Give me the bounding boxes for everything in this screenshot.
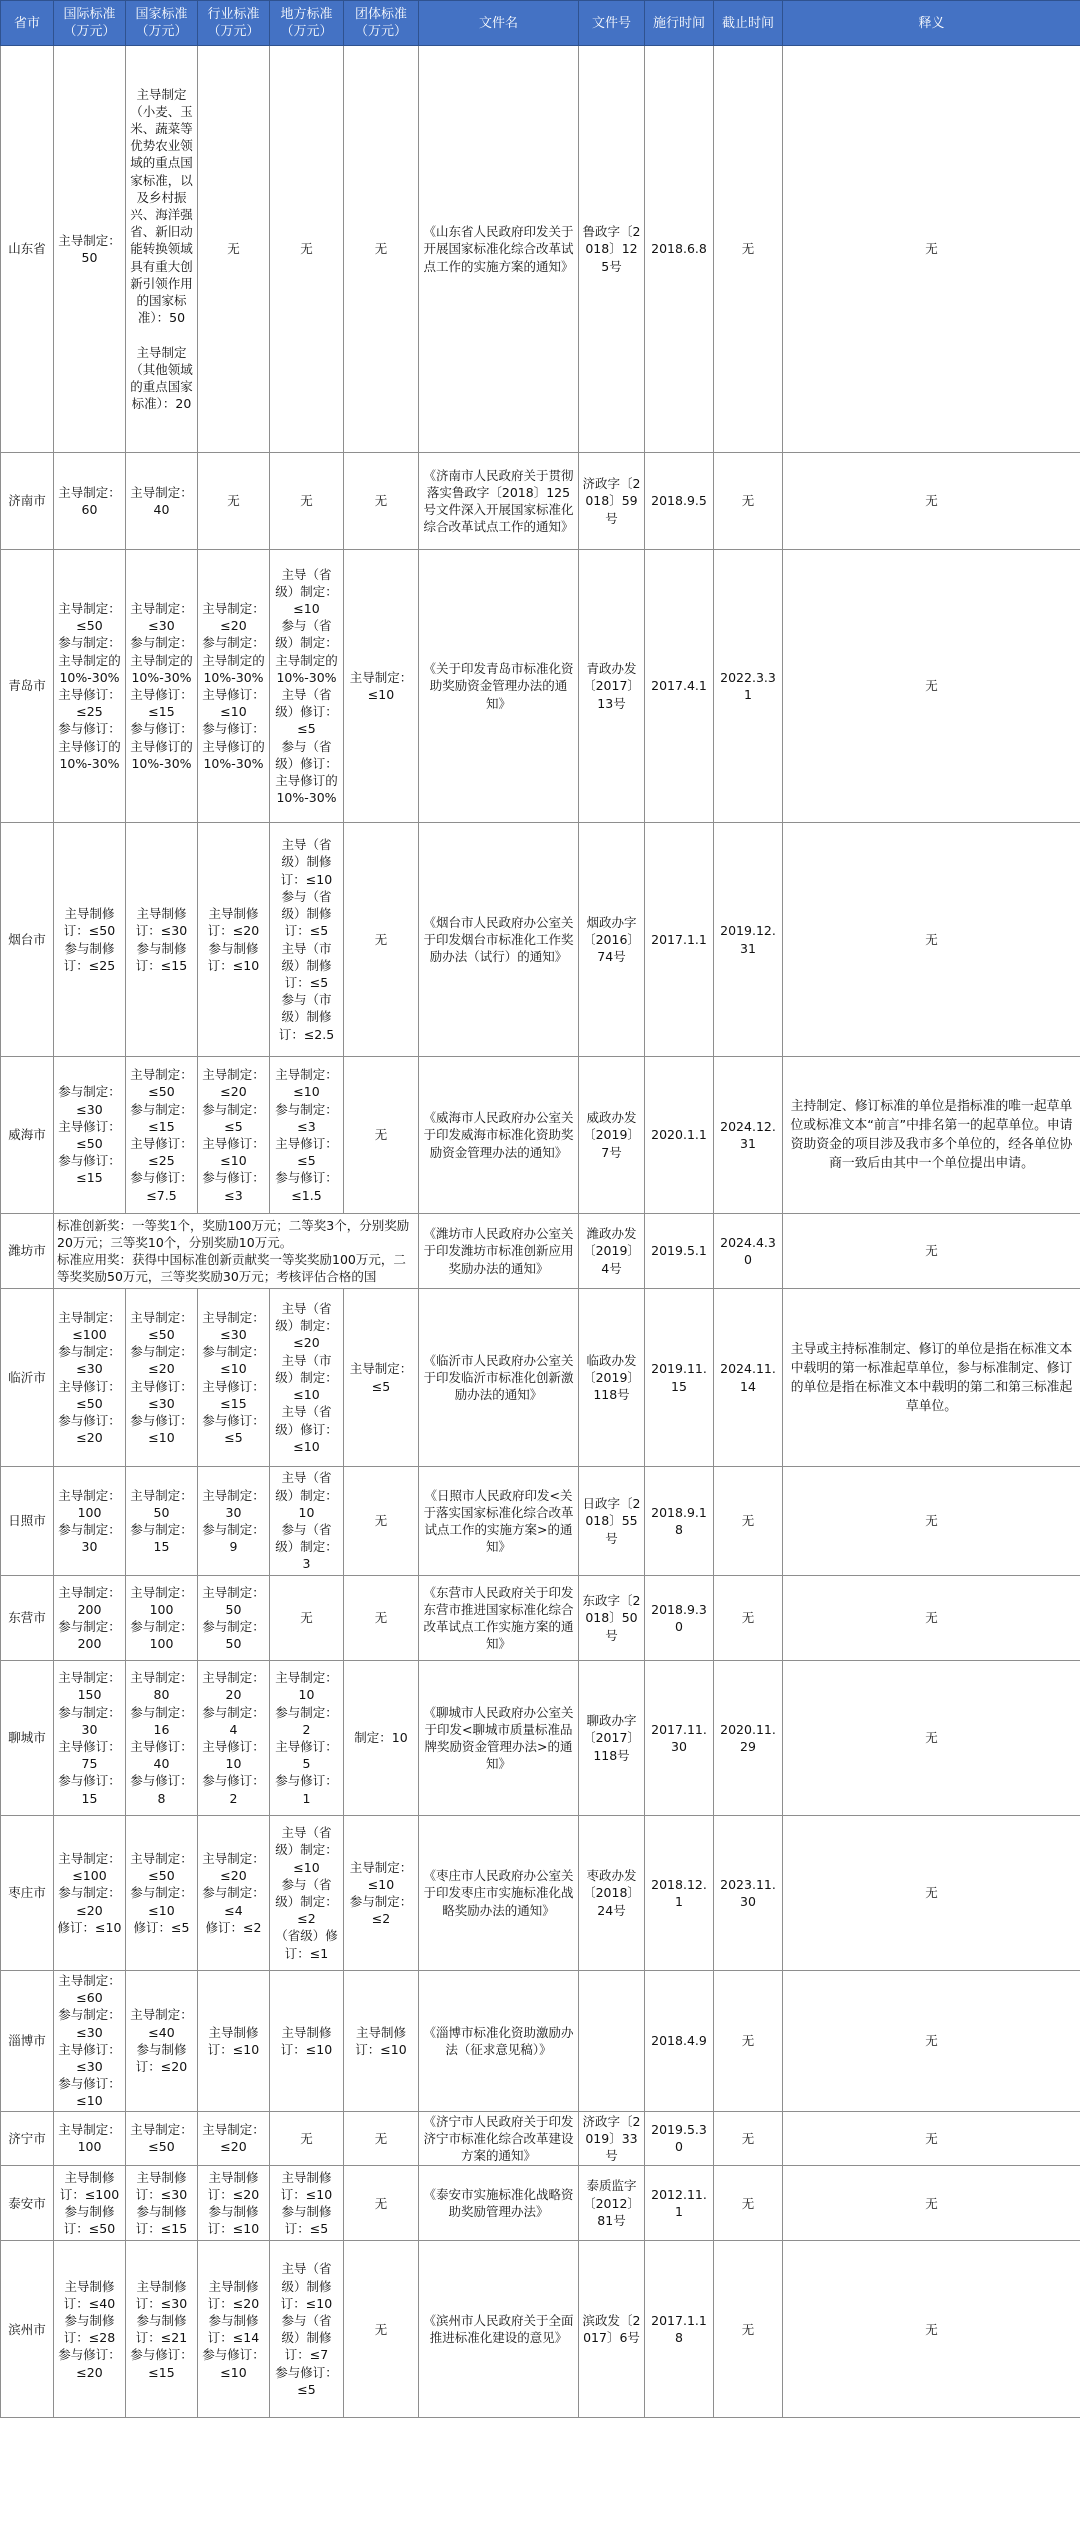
start-date-cell: 2018.4.9 [645,1971,714,2112]
notes-cell: 主持制定、修订标准的单位是指标准的唯一起草单位或标准文本“前言”中排名第一的起草单位。申请资助资金的项目涉及我市多个单位的，经各单位协商一致后由其中一个单位提出申请。 [783,1057,1080,1214]
doc-no-cell: 威政办发〔2019〕7号 [579,1057,645,1214]
doc-no-cell [579,1971,645,2112]
doc-name-cell: 《潍坊市人民政府办公室关于印发潍坊市标准创新应用奖励办法的通知》 [419,1214,579,1289]
international-cell: 主导制定：50 [54,46,126,453]
doc-name-cell: 《淄博市标准化资助激励办法（征求意见稿）》 [419,1971,579,2112]
table-row [1,1971,1080,2112]
city-cell: 枣庄市 [1,1816,54,1971]
city-cell: 潍坊市 [1,1214,54,1289]
start-date-cell: 2018.9.5 [645,453,714,550]
notes-cell: 无 [783,2241,1080,2418]
header-notes: 释义 [783,1,1080,46]
start-date-cell: 2019.5.30 [645,2111,714,2166]
local-cell: 无 [270,1576,344,1661]
industry-cell: 主导制定：≤20 参与制定：主导制定的10%-30% 主导修订：≤10 参与修订：主导修订的10%-30% [198,550,270,823]
doc-name-cell: 《泰安市实施标准化战略资助奖励管理办法》 [419,2166,579,2241]
local-cell: 主导制定：10 参与制定：2 主导修订：5 参与修订：1 [270,1661,344,1816]
city-cell: 聊城市 [1,1661,54,1816]
international-cell: 主导制定：≤100 参与制定：≤30 主导修订：≤50 参与修订：≤20 [54,1289,126,1467]
national-cell: 主导制定：100 参与制定：100 [126,1576,198,1661]
start-date-cell: 2017.1.18 [645,2241,714,2418]
table-row [1,46,1080,453]
group-cell: 无 [344,2241,419,2418]
group-cell: 无 [344,46,419,453]
national-cell: 主导制定：80 参与制定：16 主导修订：40 参与修订：8 [126,1661,198,1816]
international-cell: 主导制修订：≤40 参与制修订：≤28 参与修订：≤20 [54,2241,126,2418]
international-cell: 主导制定：≤50 参与制定：主导制定的10%-30% 主导修订：≤25 参与修订：主导修订的10%-30% [54,550,126,823]
end-date-cell: 2019.12.31 [714,823,783,1057]
city-cell: 烟台市 [1,823,54,1057]
industry-cell: 主导制定：≤20 参与制定：≤5 主导修订：≤10 参与修订：≤3 [198,1057,270,1214]
international-cell: 主导制修订：≤100 参与制修订：≤50 [54,2166,126,2241]
national-cell: 主导制修订：≤30 参与制修订：≤15 [126,2166,198,2241]
notes-cell: 无 [783,823,1080,1057]
notes-cell: 主导或主持标准制定、修订的单位是指在标准文本中载明的第一标准起草单位，参与标准制定、修订的单位是指在标准文本中载明的第二和第三标准起草单位。 [783,1289,1080,1467]
table-row [1,2166,1080,2241]
group-cell: 无 [344,2111,419,2166]
national-cell: 主导制定：≤40 参与制修订：≤20 [126,1971,198,2112]
table-row [1,2111,1080,2166]
doc-name-cell: 《枣庄市人民政府办公室关于印发枣庄市实施标准化战略奖励办法的通知》 [419,1816,579,1971]
industry-cell: 无 [198,46,270,453]
end-date-cell: 无 [714,2111,783,2166]
table-row [1,2241,1080,2418]
national-cell: 主导制定：50 参与制定：15 [126,1467,198,1576]
header-doc-no: 文件号 [579,1,645,46]
industry-cell: 主导制修订：≤20 参与制修订：≤10 [198,823,270,1057]
header-doc-name: 文件名 [419,1,579,46]
doc-name-cell: 《聊城市人民政府办公室关于印发<聊城市质量标准品牌奖励资金管理办法>的通知》 [419,1661,579,1816]
doc-name-cell: 《临沂市人民政府办公室关于印发临沂市标准化创新激励办法的通知》 [419,1289,579,1467]
city-cell: 青岛市 [1,550,54,823]
local-cell: 主导制定：≤10 参与制定：≤3 主导修订：≤5 参与修订：≤1.5 [270,1057,344,1214]
header-local: 地方标准（万元） [270,1,344,46]
doc-no-cell: 济政字〔2019〕33号 [579,2111,645,2166]
group-cell: 主导制定：≤5 [344,1289,419,1467]
notes-cell: 无 [783,1214,1080,1289]
national-cell: 主导制定：40 [126,453,198,550]
industry-cell: 主导制定：30 参与制定：9 [198,1467,270,1576]
international-cell: 主导制定：100 [54,2111,126,2166]
table-row [1,550,1080,823]
doc-name-cell: 《烟台市人民政府办公室关于印发烟台市标准化工作奖励办法（试行）的通知》 [419,823,579,1057]
city-cell: 济南市 [1,453,54,550]
industry-cell: 主导制修订：≤20 参与制修订：≤14 参与修订：≤10 [198,2241,270,2418]
table-body [1,46,1080,2418]
group-cell: 主导制定：≤10 参与制定：≤2 [344,1816,419,1971]
industry-cell: 主导制定：20 参与制定：4 主导修订：10 参与修订：2 [198,1661,270,1816]
end-date-cell: 无 [714,1971,783,2112]
end-date-cell: 无 [714,46,783,453]
national-cell: 主导制修订：≤30 参与制修订：≤15 [126,823,198,1057]
national-cell: 主导制定：≤50 参与制定：≤20 主导修订：≤30 参与修订：≤10 [126,1289,198,1467]
award-description-cell: 标准创新奖：一等奖1个，奖励100万元；二等奖3个，分别奖励20万元；三等奖10个，分别奖励10万元。 标准应用奖：获得中国标准创新贡献奖一等奖奖励100万元，二等奖奖励50万元，三等奖奖励30万元；考核评估合格的国 [54,1214,419,1289]
doc-name-cell: 《滨州市人民政府关于全面推进标准化建设的意见》 [419,2241,579,2418]
notes-cell: 无 [783,1467,1080,1576]
national-cell: 主导制定：≤50 [126,2111,198,2166]
doc-no-cell: 鲁政字〔2018〕125号 [579,46,645,453]
notes-cell: 无 [783,2111,1080,2166]
international-cell: 主导制修订：≤50 参与制修订：≤25 [54,823,126,1057]
table-row [1,1289,1080,1467]
table-row [1,1661,1080,1816]
header-national: 国家标准（万元） [126,1,198,46]
end-date-cell: 2024.11.14 [714,1289,783,1467]
group-cell: 制定：10 [344,1661,419,1816]
group-cell: 无 [344,823,419,1057]
local-cell: 无 [270,2111,344,2166]
start-date-cell: 2018.6.8 [645,46,714,453]
table-header [1,1,1080,46]
local-cell: 主导（省级）制定：≤10 参与（省级）制定：≤2 （省级）修订：≤1 [270,1816,344,1971]
header-province-city: 省市 [1,1,54,46]
international-cell: 主导制定：150 参与制定：30 主导修订：75 参与修订：15 [54,1661,126,1816]
doc-name-cell: 《东营市人民政府关于印发东营市推进国家标准化综合改革试点工作实施方案的通知》 [419,1576,579,1661]
local-cell: 主导（省级）制修订：≤10 参与（省级）制修订：≤5 主导（市级）制修订：≤5 参与（市级）制修订：≤2.5 [270,823,344,1057]
table-row [1,1467,1080,1576]
doc-no-cell: 枣政办发〔2018〕24号 [579,1816,645,1971]
start-date-cell: 2019.5.1 [645,1214,714,1289]
industry-cell: 主导制修订：≤20 参与制修订：≤10 [198,2166,270,2241]
header-row [1,1,1080,46]
start-date-cell: 2018.12.1 [645,1816,714,1971]
industry-cell: 无 [198,453,270,550]
end-date-cell: 无 [714,1576,783,1661]
local-cell: 主导（省级）制定：10 参与（省级）制定：3 [270,1467,344,1576]
start-date-cell: 2017.4.1 [645,550,714,823]
end-date-cell: 2023.11.30 [714,1816,783,1971]
doc-name-cell: 《日照市人民政府印发<关于落实国家标准化综合改革试点工作的实施方案>的通知》 [419,1467,579,1576]
doc-name-cell: 《威海市人民政府办公室关于印发威海市标准化资助奖励资金管理办法的通知》 [419,1057,579,1214]
doc-no-cell: 济政字〔2018〕59号 [579,453,645,550]
doc-no-cell: 聊政办字〔2017〕118号 [579,1661,645,1816]
doc-name-cell: 《济宁市人民政府关于印发济宁市标准化综合改革建设方案的通知》 [419,2111,579,2166]
notes-cell: 无 [783,46,1080,453]
industry-cell: 主导制定：≤20 参与制定：≤4 修订：≤2 [198,1816,270,1971]
industry-cell: 主导制定：50 参与制定：50 [198,1576,270,1661]
end-date-cell: 2022.3.31 [714,550,783,823]
header-international: 国际标准（万元） [54,1,126,46]
start-date-cell: 2012.11.1 [645,2166,714,2241]
table-row [1,1214,1080,1289]
doc-name-cell: 《关于印发青岛市标准化资助奖励资金管理办法的通知》 [419,550,579,823]
notes-cell: 无 [783,1661,1080,1816]
local-cell: 无 [270,46,344,453]
doc-no-cell: 青政办发〔2017〕13号 [579,550,645,823]
local-cell: 主导制修订：≤10 参与制修订：≤5 [270,2166,344,2241]
notes-cell: 无 [783,453,1080,550]
doc-name-cell: 《济南市人民政府关于贯彻落实鲁政字〔2018〕125号文件深入开展国家标准化综合改革试点工作的通知》 [419,453,579,550]
end-date-cell: 无 [714,2241,783,2418]
group-cell: 无 [344,1576,419,1661]
notes-cell: 无 [783,1816,1080,1971]
header-group: 团体标准（万元） [344,1,419,46]
start-date-cell: 2019.11.15 [645,1289,714,1467]
city-cell: 淄博市 [1,1971,54,2112]
doc-no-cell: 滨政发〔2017〕6号 [579,2241,645,2418]
start-date-cell: 2017.1.1 [645,823,714,1057]
national-cell: 主导制修订：≤30 参与制修订：≤21 参与修订：≤15 [126,2241,198,2418]
group-cell: 无 [344,1467,419,1576]
end-date-cell: 2024.4.30 [714,1214,783,1289]
doc-no-cell: 泰质监字〔2012〕81号 [579,2166,645,2241]
national-cell: 主导制定：≤50 参与制定：≤10 修订：≤5 [126,1816,198,1971]
table-row [1,1576,1080,1661]
city-cell: 泰安市 [1,2166,54,2241]
doc-no-cell: 临政办发〔2019〕118号 [579,1289,645,1467]
table-row [1,823,1080,1057]
doc-no-cell: 潍政办发〔2019〕4号 [579,1214,645,1289]
notes-cell: 无 [783,2166,1080,2241]
end-date-cell: 无 [714,453,783,550]
table-row [1,1057,1080,1214]
start-date-cell: 2017.11.30 [645,1661,714,1816]
group-cell: 无 [344,453,419,550]
city-cell: 济宁市 [1,2111,54,2166]
start-date-cell: 2018.9.18 [645,1467,714,1576]
doc-no-cell: 烟政办字〔2016〕74号 [579,823,645,1057]
group-cell: 无 [344,1057,419,1214]
group-cell: 无 [344,2166,419,2241]
notes-cell: 无 [783,550,1080,823]
doc-no-cell: 日政字〔2018〕55号 [579,1467,645,1576]
doc-no-cell: 东政字〔2018〕50号 [579,1576,645,1661]
header-end-date: 截止时间 [714,1,783,46]
header-industry: 行业标准（万元） [198,1,270,46]
national-cell: 主导制定：≤30 参与制定：主导制定的10%-30% 主导修订：≤15 参与修订：主导修订的10%-30% [126,550,198,823]
local-cell: 主导（省级）制修订：≤10 参与（省级）制修订：≤7 参与修订：≤5 [270,2241,344,2418]
national-cell: 主导制定：≤50 参与制定：≤15 主导修订：≤25 参与修订：≤7.5 [126,1057,198,1214]
end-date-cell: 无 [714,1467,783,1576]
industry-cell: 主导制定：≤30 参与制定：≤10 主导修订：≤15 参与修订：≤5 [198,1289,270,1467]
group-cell: 主导制修订：≤10 [344,1971,419,2112]
city-cell: 滨州市 [1,2241,54,2418]
header-start-date: 施行时间 [645,1,714,46]
international-cell: 主导制定：200 参与制定：200 [54,1576,126,1661]
international-cell: 主导制定：100 参与制定：30 [54,1467,126,1576]
local-cell: 无 [270,453,344,550]
industry-cell: 主导制修订：≤10 [198,1971,270,2112]
doc-name-cell: 《山东省人民政府印发关于开展国家标准化综合改革试点工作的实施方案的通知》 [419,46,579,453]
start-date-cell: 2018.9.30 [645,1576,714,1661]
end-date-cell: 2024.12.31 [714,1057,783,1214]
city-cell: 东营市 [1,1576,54,1661]
international-cell: 主导制定：≤60 参与制定：≤30 主导修订：≤30 参与修订：≤10 [54,1971,126,2112]
table-row [1,453,1080,550]
city-cell: 临沂市 [1,1289,54,1467]
group-cell: 主导制定：≤10 [344,550,419,823]
end-date-cell: 2020.11.29 [714,1661,783,1816]
local-cell: 主导制修订：≤10 [270,1971,344,2112]
start-date-cell: 2020.1.1 [645,1057,714,1214]
notes-cell: 无 [783,1971,1080,2112]
national-cell: 主导制定（小麦、玉米、蔬菜等优势农业领域的重点国家标准，以及乡村振兴、海洋强省、新旧动能转换领域具有重大创新引领作用的国家标准）：50 主导制定（其他领域的重点国家标准）：20 [126,46,198,453]
international-cell: 主导制定：60 [54,453,126,550]
international-cell: 参与制定：≤30 主导修订：≤50 参与修订：≤15 [54,1057,126,1214]
city-cell: 日照市 [1,1467,54,1576]
local-cell: 主导（省级）制定：≤10 参与（省级）制定：主导制定的10%-30% 主导（省级）修订：≤5 参与（省级）修订：主导修订的10%-30% [270,550,344,823]
industry-cell: 主导制定：≤20 [198,2111,270,2166]
end-date-cell: 无 [714,2166,783,2241]
notes-cell: 无 [783,1576,1080,1661]
international-cell: 主导制定：≤100 参与制定：≤20 修订：≤10 [54,1816,126,1971]
city-cell: 威海市 [1,1057,54,1214]
local-cell: 主导（省级）制定：≤20 主导（市级）制定：≤10 主导（省级）修订：≤10 [270,1289,344,1467]
city-cell: 山东省 [1,46,54,453]
table-row [1,1816,1080,1971]
